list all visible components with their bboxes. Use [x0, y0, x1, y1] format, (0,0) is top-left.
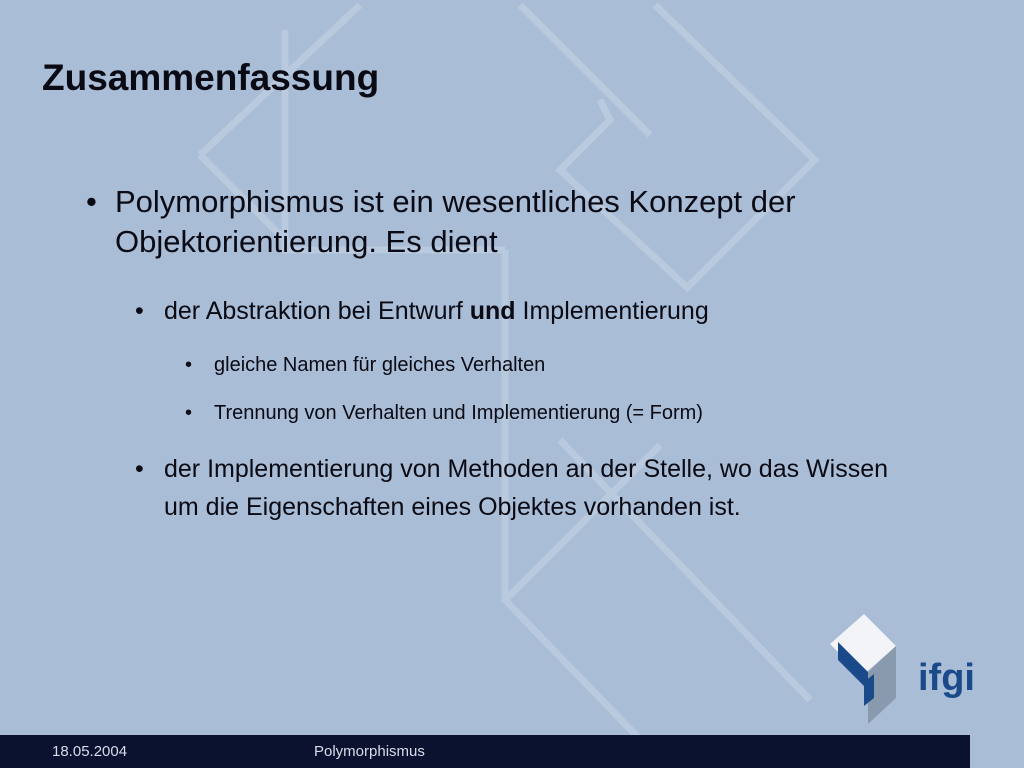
- bullet-text-suffix: Implementierung: [522, 297, 709, 325]
- bullet-dot: •: [185, 402, 193, 424]
- slide-title: Zusammenfassung: [42, 57, 380, 98]
- bullet-dot: •: [135, 455, 144, 483]
- cube-logo-icon: [828, 612, 978, 727]
- bullet-text: gleiche Namen für gleiches Verhalten: [214, 354, 546, 376]
- bullet-dot: •: [135, 297, 144, 325]
- bullet-text-prefix: der Abstraktion bei Entwurf: [164, 297, 463, 325]
- bullet-abstraktion: [135, 292, 895, 330]
- footer-bar: [0, 735, 970, 768]
- bullet-text: Trennung von Verhalten und Implementierung (= Form): [214, 402, 703, 424]
- sub-bullet-trennung: [185, 400, 885, 426]
- bullet-text: Polymorphismus ist ein wesentliches Konzept der Objektorientierung. Es dient: [115, 184, 796, 259]
- bullet-implementierung: [135, 450, 905, 526]
- bullet-polymorphismus: [86, 182, 876, 262]
- footer-title: Polymorphismus: [314, 743, 425, 760]
- bullet-dot: •: [86, 184, 97, 219]
- ifgi-logo: [828, 612, 978, 727]
- bullet-text-bold: und: [469, 297, 516, 325]
- bullet-dot: •: [185, 354, 193, 376]
- footer-date: 18.05.2004: [52, 743, 128, 760]
- sub-bullet-namen: [185, 352, 885, 378]
- logo-text: ifgi: [918, 657, 975, 699]
- bullet-text: der Implementierung von Methoden an der Stelle, wo das Wissen um die Eigenschaften eines Objektes vorhanden ist.: [164, 455, 888, 521]
